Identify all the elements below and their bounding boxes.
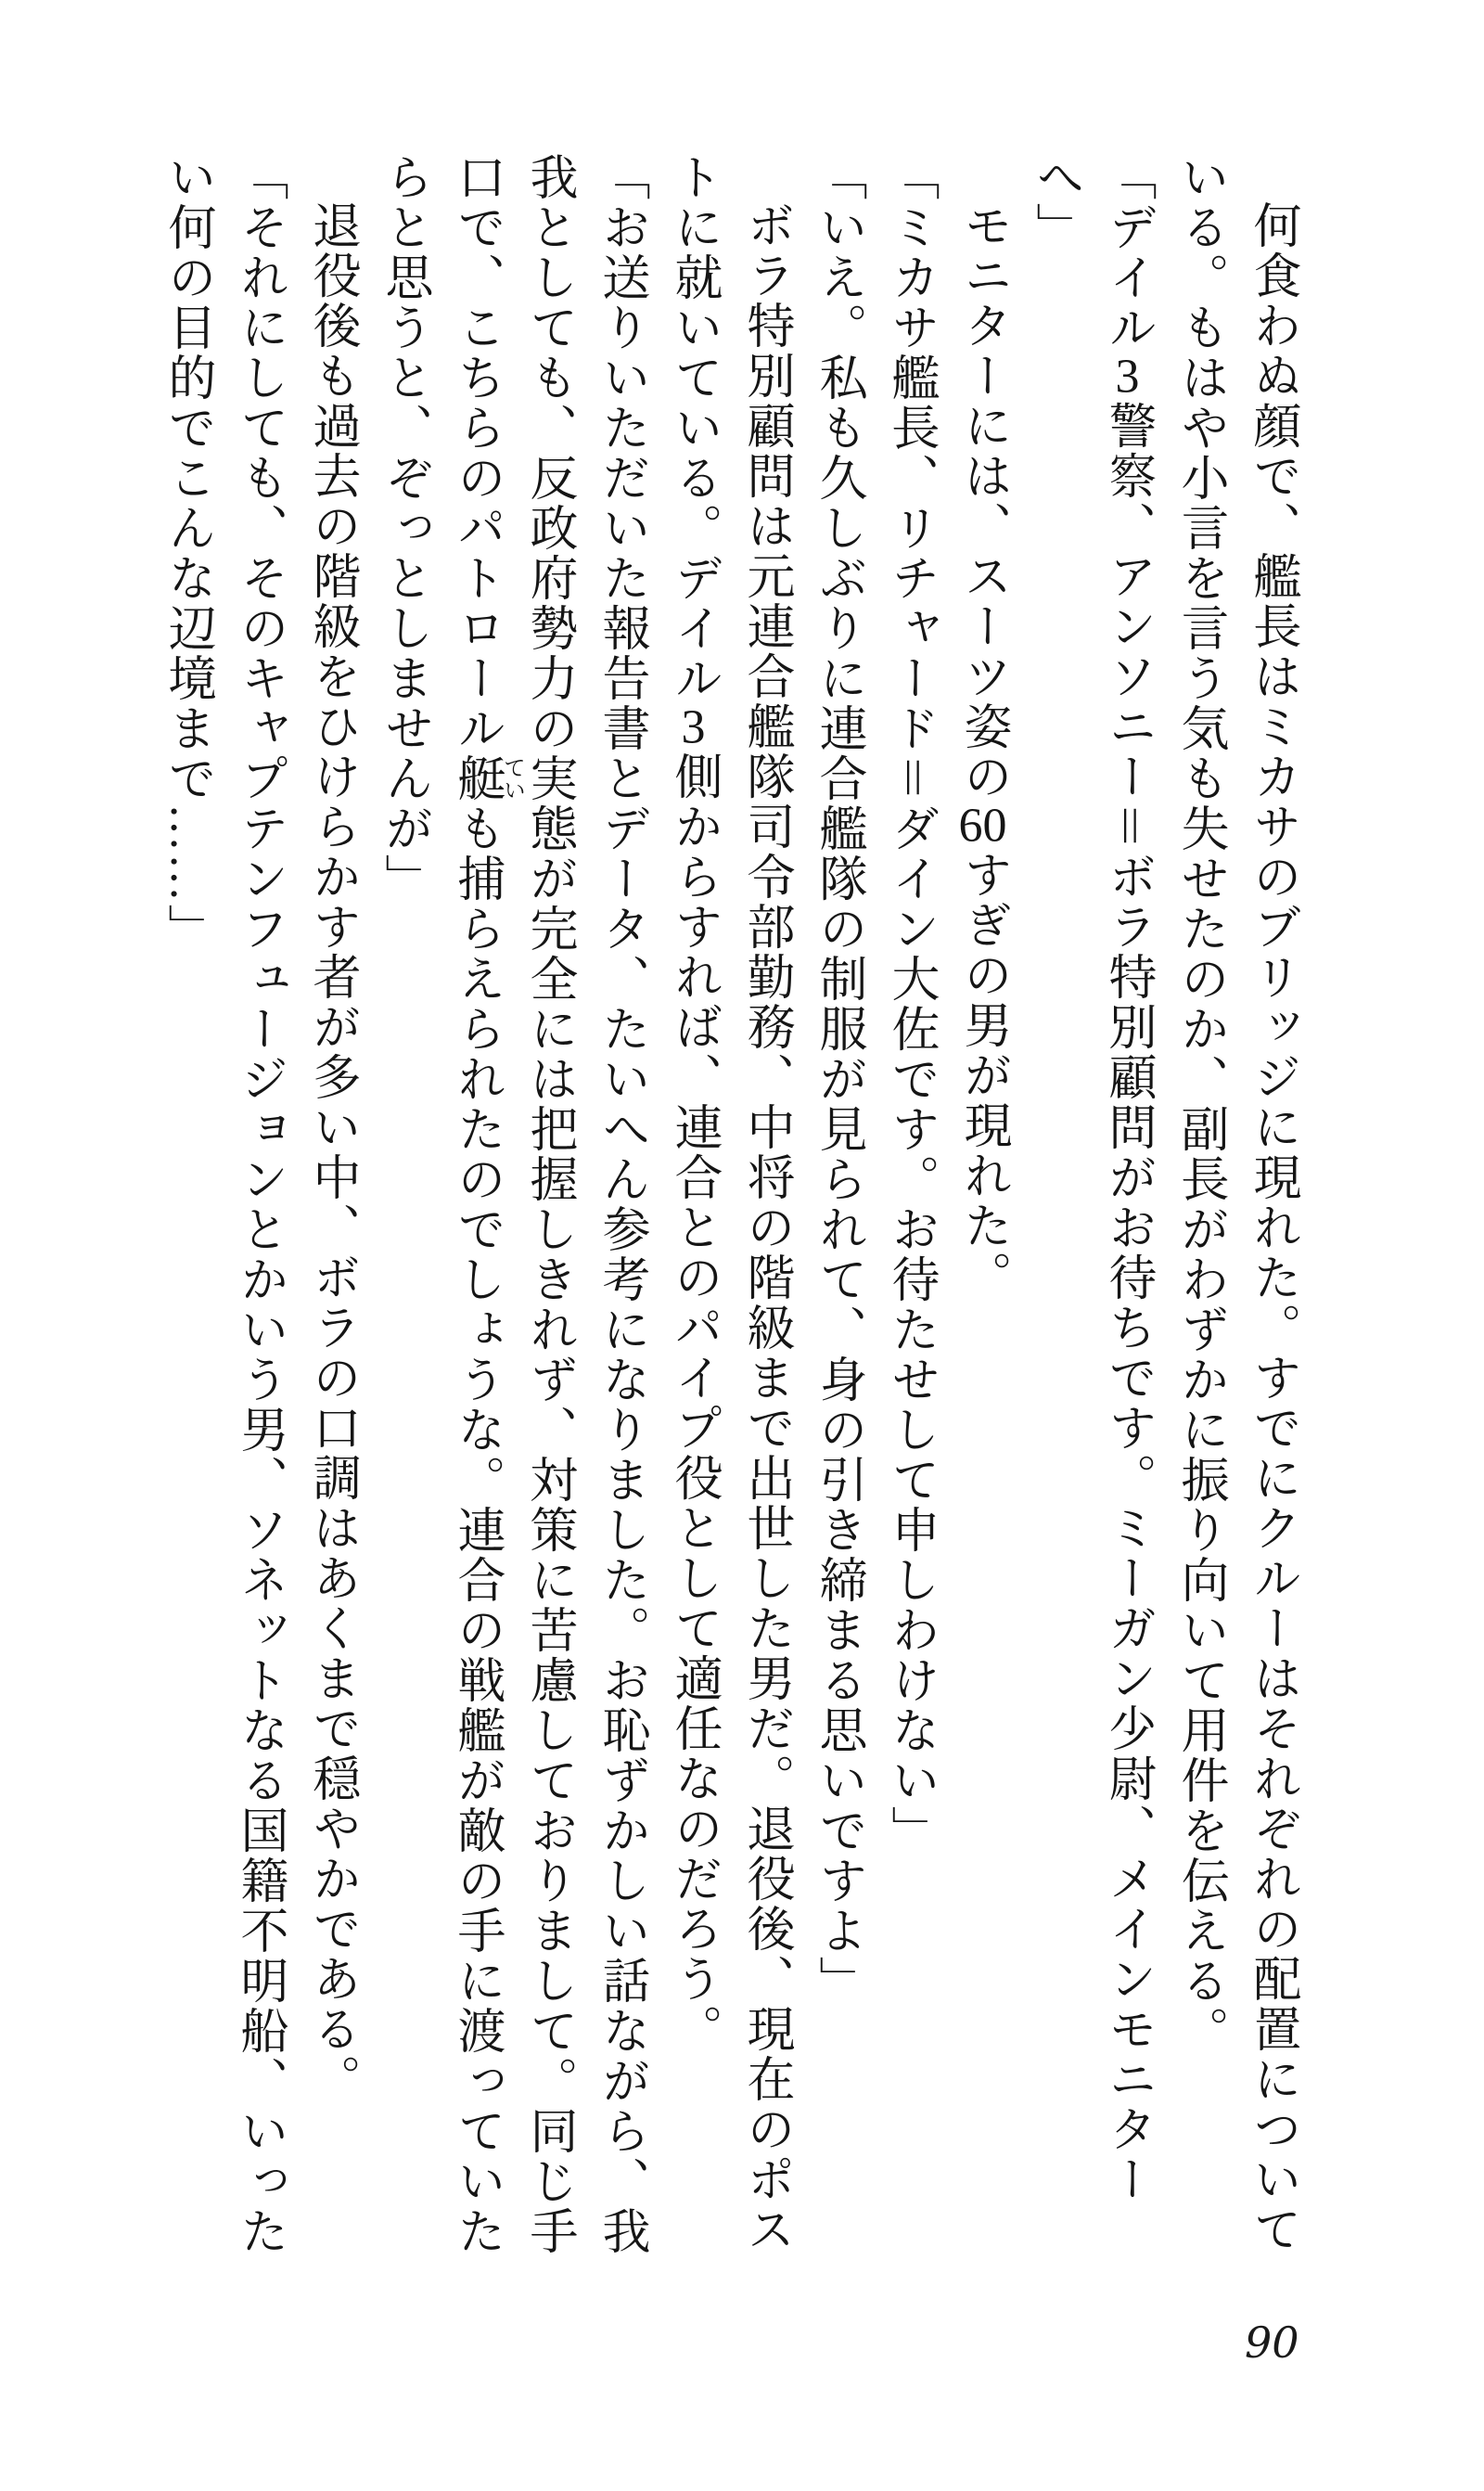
paragraph: モニターには、スーツ姿の60すぎの男が現れた。 bbox=[956, 200, 1009, 1301]
ruby-annotated-char: 艇てい bbox=[450, 753, 524, 803]
paragraph: 「いえ。私も久しぶりに連合艦隊の制服が見られて、身の引き締まる思いですよ」 bbox=[812, 152, 864, 2006]
paragraph: 何食わぬ顔で、艦長はミカサのブリッジに現れた。すでにクルーはそれぞれの配置についている。もはや小言を言う気も失せたのか、副長がわずかに振り向いて用件を伝える。 bbox=[1173, 152, 1298, 2254]
horizontal-in-vertical-number: 3 bbox=[681, 703, 706, 751]
text-block bbox=[150, 152, 1308, 2260]
paragraph: 「お送りいただいた報告書とデータ、たいへん参考になりました。お恥ずかしい話ながら、我我としても、反政府勢力の実態が完全には把握しきれず、対策に苦慮しておりまして。同じ手口で、こちらのパトロール艇ていも捕らえられたのでしょうな。連合の戦艦が敵の手に渡っていたらと思うと、ぞっとしませんが」 bbox=[377, 152, 647, 2256]
paragraph: 「デイル3警察、アンソニー＝ボラ特別顧問がお待ちです。ミーガン少尉、メインモニターへ」 bbox=[1029, 152, 1154, 2204]
page-number: 90 bbox=[1245, 2318, 1299, 2368]
paragraph: 「それにしても、そのキャプテンフュージョンとかいう男、ソネットなる国籍不明船、いったい何の目的でこんな辺境まで……」 bbox=[160, 152, 286, 2256]
horizontal-in-vertical-number: 60 bbox=[958, 802, 1007, 850]
paragraph: ボラ特別顧問は元連合艦隊司令部勤務、中将の階級まで出世した男だ。退役後、現在のポストに就いている。デイル3側からすれば、連合とのパイプ役として適任なのだろう。 bbox=[667, 152, 792, 2254]
horizontal-in-vertical-number: 3 bbox=[1115, 353, 1140, 401]
paragraph: 「ミカサ艦長、リチャード＝ダイン大佐です。お待たせして申しわけない」 bbox=[884, 152, 937, 1855]
paragraph: 退役後も過去の階級をひけらかす者が多い中、ボラの口調はあくまで穏やかである。 bbox=[305, 200, 358, 2104]
